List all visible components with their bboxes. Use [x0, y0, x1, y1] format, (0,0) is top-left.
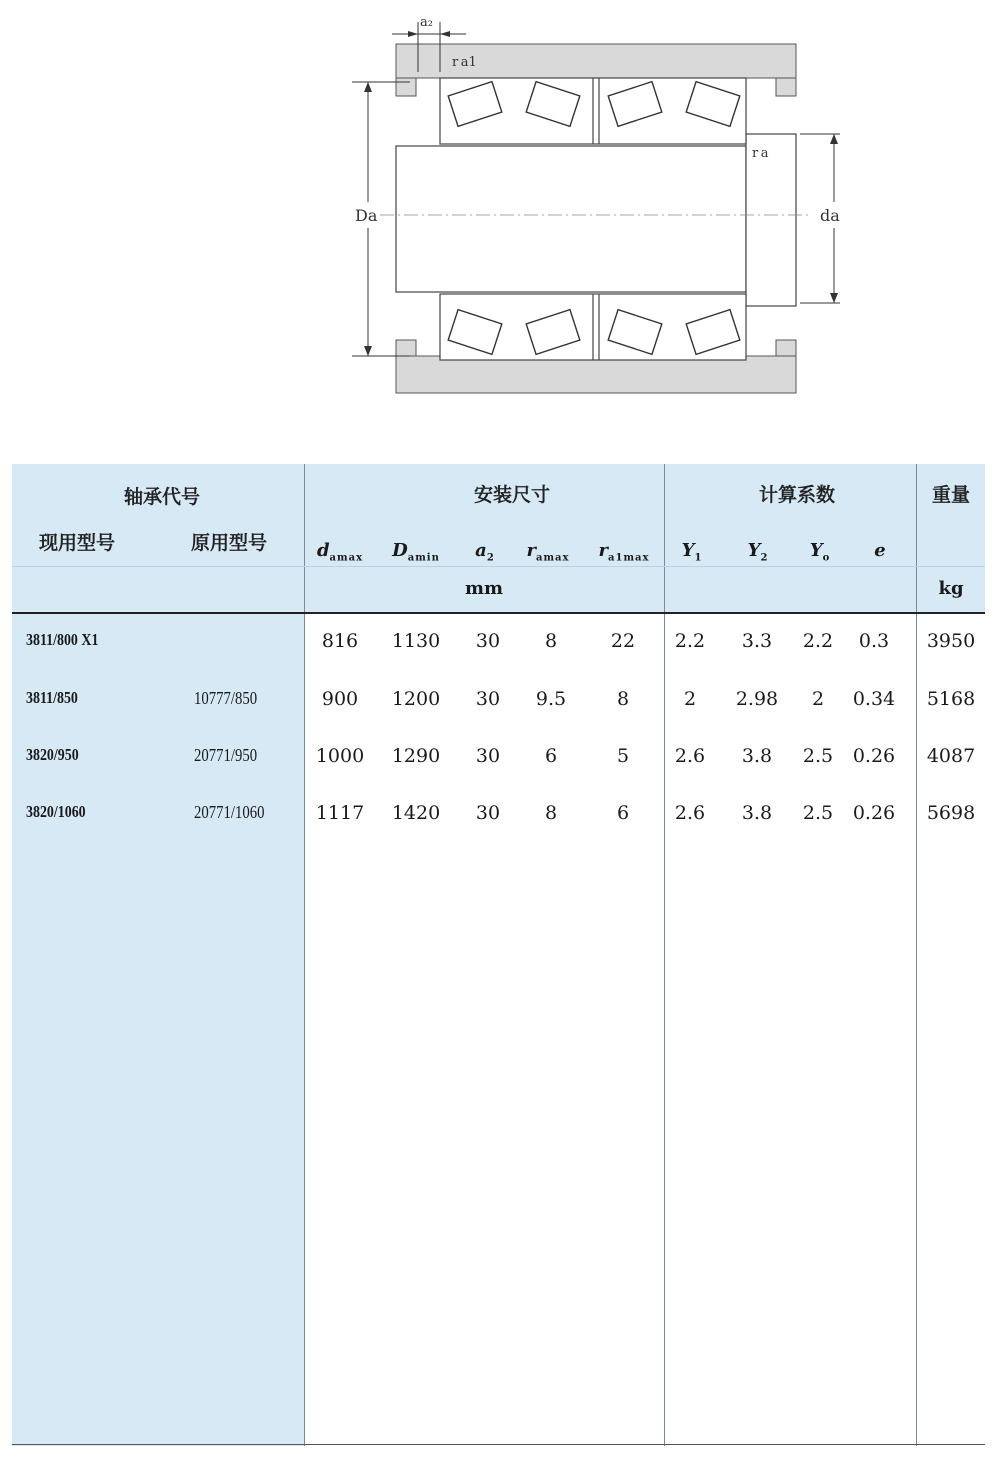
- col-Y2: $Y_2$: [747, 540, 769, 564]
- cell-weight: 3950: [926, 630, 976, 652]
- cell-a2: 30: [475, 802, 501, 824]
- cell-ra1-max: 22: [610, 630, 636, 652]
- cell-current: 3820/950: [26, 745, 79, 764]
- cell-Y2: 3.8: [741, 745, 773, 767]
- col-ra1-max: $r_{a1max}$: [598, 540, 650, 564]
- cell-Da-min: 1130: [391, 630, 441, 652]
- cell-weight: 5168: [926, 688, 976, 710]
- label-ra: r a: [752, 146, 769, 161]
- cell-Yo: 2.2: [802, 630, 834, 652]
- col-a2: $a_2$: [475, 540, 495, 564]
- cell-former: 20771/1060: [194, 802, 265, 822]
- header-former-model: 原用型号: [190, 532, 267, 554]
- label-Da: Da: [355, 206, 378, 225]
- cell-ra-max: 9.5: [535, 688, 567, 710]
- cell-weight: 4087: [926, 745, 976, 767]
- header-bearing-code: 轴承代号: [123, 486, 200, 508]
- cell-Da-min: 1290: [391, 745, 441, 767]
- cell-current: 3820/1060: [26, 802, 86, 821]
- label-ra1: r a1: [452, 55, 477, 70]
- cell-a2: 30: [475, 630, 501, 652]
- header-current-model: 现用型号: [38, 532, 115, 554]
- cell-da-max: 900: [321, 688, 359, 710]
- cell-e: 0.26: [852, 802, 896, 824]
- bearing-data-table: [12, 464, 985, 1446]
- cell-Y1: 2.6: [674, 745, 706, 767]
- cell-ra1-max: 5: [616, 745, 630, 767]
- cell-Da-min: 1420: [391, 802, 441, 824]
- header-calc-factors: 计算系数: [758, 484, 835, 506]
- cell-ra1-max: 6: [616, 802, 630, 824]
- cell-former: 10777/850: [194, 688, 258, 708]
- col-Da-min: $D_{amin}$: [392, 540, 440, 564]
- col-Yo: $Y_o$: [809, 540, 831, 564]
- cell-da-max: 1117: [315, 802, 365, 824]
- unit-kg: kg: [938, 578, 964, 599]
- cell-Y2: 2.98: [735, 688, 779, 710]
- header-install-dims: 安装尺寸: [473, 484, 550, 506]
- cell-ra-max: 8: [544, 630, 558, 652]
- col-e: e: [874, 540, 886, 561]
- col-da-max: $d_{amax}$: [316, 540, 364, 564]
- cell-ra-max: 8: [544, 802, 558, 824]
- cell-Yo: 2.5: [802, 745, 834, 767]
- cell-former: 20771/950: [194, 745, 258, 765]
- col-ra-max: $r_{amax}$: [526, 540, 570, 564]
- cell-e: 0.26: [852, 745, 896, 767]
- cell-Da-min: 1200: [391, 688, 441, 710]
- cell-da-max: 1000: [315, 745, 365, 767]
- cell-current: 3811/800 X1: [26, 630, 99, 649]
- label-da: da: [820, 206, 840, 225]
- cell-ra-max: 6: [544, 745, 558, 767]
- cell-ra1-max: 8: [616, 688, 630, 710]
- cell-Y1: 2: [683, 688, 697, 710]
- cell-da-max: 816: [321, 630, 359, 652]
- cell-Y2: 3.3: [741, 630, 773, 652]
- cell-Yo: 2: [811, 688, 825, 710]
- cell-a2: 30: [475, 688, 501, 710]
- cell-Y1: 2.2: [674, 630, 706, 652]
- cell-current: 3811/850: [26, 688, 78, 707]
- unit-mm: mm: [464, 578, 504, 599]
- cell-Yo: 2.5: [802, 802, 834, 824]
- cell-e: 0.34: [852, 688, 896, 710]
- header-weight: 重量: [931, 484, 970, 506]
- shaft: [396, 134, 796, 306]
- cell-a2: 30: [475, 745, 501, 767]
- col-Y1: $Y_1$: [681, 540, 703, 564]
- bearing-mounting-diagram: [340, 10, 840, 405]
- cell-e: 0.3: [858, 630, 890, 652]
- cell-Y1: 2.6: [674, 802, 706, 824]
- cell-Y2: 3.8: [741, 802, 773, 824]
- label-a2: a₂: [420, 15, 433, 30]
- cell-weight: 5698: [926, 802, 976, 824]
